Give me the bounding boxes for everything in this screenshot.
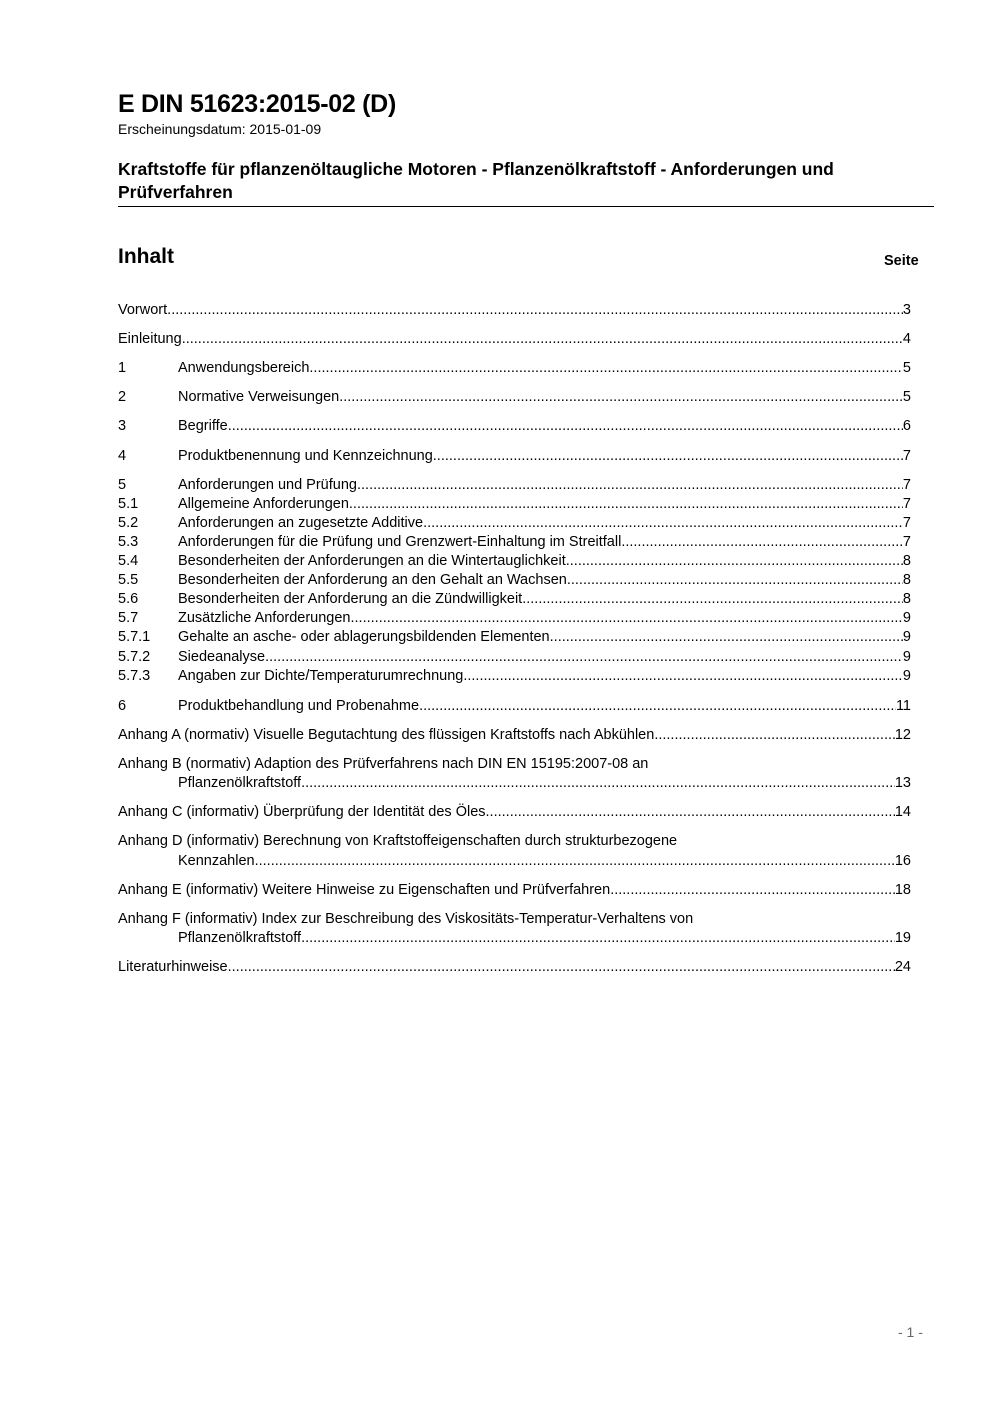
toc-entry-text: Anwendungsbereich [178, 360, 310, 376]
toc-entry-page: 6 [902, 418, 911, 434]
toc-entry-text: Besonderheiten der Anforderungen an die Wintertauglichkeit [178, 553, 566, 569]
toc-entry-text: Produktbenennung und Kennzeichnung [178, 448, 433, 464]
toc-entry-page: 7 [902, 534, 911, 550]
toc-entry-5-7-3[interactable] [118, 667, 911, 686]
toc-annex-page: 24 [894, 959, 911, 975]
toc-entry-number: 5 [118, 477, 127, 493]
toc-literature[interactable] [118, 958, 911, 977]
toc-entry-page: 9 [902, 668, 911, 684]
toc-entry-page: 7 [902, 448, 911, 464]
toc-entry-5-1[interactable] [118, 495, 911, 514]
dot-leader [182, 330, 903, 349]
toc-entry-number: 5.5 [118, 572, 139, 588]
toc-entry-text: Besonderheiten der Anforderung an den Gehalt an Wachsen [178, 572, 567, 588]
toc-entry-5-7[interactable] [118, 609, 911, 628]
dot-leader [339, 388, 903, 407]
toc-entry-page: 9 [902, 629, 911, 645]
dot-leader [463, 667, 903, 686]
toc-annex-text: Anhang E (informativ) Weitere Hinweise zu Eigenschaften und Prüfverfahren [118, 882, 611, 898]
dot-leader [309, 359, 903, 378]
document-title: Kraftstoffe für pflanzenöltaugliche Motoren - Pflanzenölkraftstoff - Anforderungen und Prüfverfahren [118, 159, 834, 202]
dot-leader [255, 852, 895, 871]
dot-leader [566, 552, 903, 571]
toc-entry-5-4[interactable] [118, 552, 911, 571]
dot-leader [228, 417, 903, 436]
toc-entry-number: 3 [118, 418, 127, 434]
toc-entry-number: 6 [118, 698, 127, 714]
toc-annex-text: Pflanzenölkraftstoff [178, 930, 302, 946]
toc-annex-page: 12 [894, 727, 911, 743]
toc-annex-page: 16 [894, 853, 911, 869]
toc-annex-e[interactable] [118, 881, 911, 900]
dot-leader [301, 929, 895, 948]
toc-entry-number: 2 [118, 389, 127, 405]
toc-annex-page: 18 [894, 882, 911, 898]
toc-entry-text: Gehalte an asche- oder ablagerungsbildenden Elementen [178, 629, 550, 645]
toc-entry-text: Besonderheiten der Anforderung an die Zündwilligkeit [178, 591, 523, 607]
dot-leader [228, 958, 895, 977]
toc-entry-text: Begriffe [178, 418, 228, 434]
toc-entry-page: 9 [902, 610, 911, 626]
dot-leader [433, 447, 903, 466]
title-divider [118, 206, 934, 207]
toc-entry-page: 7 [902, 496, 911, 512]
toc-entry-text: Angaben zur Dichte/Temperaturumrechnung [178, 668, 464, 684]
toc-entry-number: 5.3 [118, 534, 139, 550]
document-id: E DIN 51623:2015-02 (D) [118, 90, 396, 118]
dot-leader [550, 628, 903, 647]
dot-leader [301, 774, 895, 793]
dot-leader [423, 514, 903, 533]
toc-entry-number: 4 [118, 448, 127, 464]
toc-entry-page: 4 [902, 331, 911, 347]
toc-entry-text: Anforderungen an zugesetzte Additive [178, 515, 424, 531]
toc-annex-b-title[interactable]: Anhang B (normativ) Adaption des Prüfverfahrens nach DIN EN 15195:2007-08 an [118, 756, 649, 772]
toc-annex-f[interactable] [118, 929, 911, 948]
toc-entry-vorwort[interactable] [118, 301, 911, 320]
toc-annex-page: 14 [894, 804, 911, 820]
publication-date: Erscheinungsdatum: 2015-01-09 [118, 121, 322, 137]
toc-entry-page: 8 [902, 572, 911, 588]
toc-entry-text: Anforderungen und Prüfung [178, 477, 357, 493]
toc-entry-5-6[interactable] [118, 590, 911, 609]
dot-leader [419, 697, 896, 716]
dot-leader [351, 609, 903, 628]
toc-annex-text: Literaturhinweise [118, 959, 228, 975]
toc-annex-d-title[interactable]: Anhang D (informativ) Berechnung von Kraftstoffeigenschaften durch strukturbezogene [118, 833, 678, 849]
toc-page-label: Seite [884, 253, 919, 269]
toc-entry-page: 7 [902, 477, 911, 493]
toc-entry-text: Einleitung [118, 331, 182, 347]
toc-entry-number: 5.1 [118, 496, 139, 512]
toc-annex-text: Anhang C (informativ) Überprüfung der Identität des Öles [118, 804, 486, 820]
toc-entry-page: 8 [902, 553, 911, 569]
toc-annex-f-title[interactable]: Anhang F (informativ) Index zur Beschreibung des Viskositäts-Temperatur-Verhaltens von [118, 911, 694, 927]
toc-entry-5-7-1[interactable] [118, 628, 911, 647]
toc-entry-number: 5.7.1 [118, 629, 151, 645]
toc-annex-text: Pflanzenölkraftstoff [178, 775, 302, 791]
toc-entry-page: 9 [902, 649, 911, 665]
toc-entry-page: 7 [902, 515, 911, 531]
toc-entry-text: Zusätzliche Anforderungen [178, 610, 351, 626]
toc-entry-text: Vorwort [118, 302, 168, 318]
toc-entry-number: 5.7 [118, 610, 139, 626]
toc-entry-einleitung[interactable] [118, 330, 911, 349]
toc-entry-text: Normative Verweisungen [178, 389, 340, 405]
dot-leader [349, 495, 903, 514]
toc-annex-b[interactable] [118, 774, 911, 793]
dot-leader [167, 301, 903, 320]
toc-entry-page: 3 [902, 302, 911, 318]
toc-entry-page: 8 [902, 591, 911, 607]
toc-annex-text: Anhang A (normativ) Visuelle Begutachtung des flüssigen Kraftstoffs nach Abkühlen [118, 727, 655, 743]
toc-entry-number: 5.2 [118, 515, 139, 531]
toc-annex-page: 19 [894, 930, 911, 946]
dot-leader [486, 803, 895, 822]
toc-entry-number: 1 [118, 360, 127, 376]
toc-entry-2[interactable] [118, 388, 911, 407]
toc-entry-6[interactable] [118, 697, 911, 716]
toc-annex-a[interactable] [118, 726, 911, 745]
toc-entry-number: 5.6 [118, 591, 139, 607]
dot-leader [610, 881, 895, 900]
toc-entry-number: 5.7.2 [118, 649, 151, 665]
toc-entry-text: Anforderungen für die Prüfung und Grenzwert-Einhaltung im Streitfall [178, 534, 622, 550]
dot-leader [621, 533, 903, 552]
toc-annex-text: Kennzahlen [178, 853, 255, 869]
dot-leader [567, 571, 903, 590]
dot-leader [522, 590, 903, 609]
page-number: - 1 - [898, 1324, 923, 1340]
dot-leader [654, 726, 895, 745]
dot-leader [265, 648, 903, 667]
toc-entry-text: Produktbehandlung und Probenahme [178, 698, 420, 714]
toc-annex-c[interactable] [118, 803, 911, 822]
toc-entry-5-3[interactable] [118, 533, 911, 552]
toc-entry-3[interactable] [118, 417, 911, 436]
toc-entry-5[interactable] [118, 476, 911, 495]
toc-entry-text: Allgemeine Anforderungen [178, 496, 349, 512]
dot-leader [357, 476, 903, 495]
toc-heading: Inhalt [118, 245, 174, 268]
toc-entry-5-2[interactable] [118, 514, 911, 533]
toc-entry-page: 5 [902, 360, 911, 376]
toc-annex-d[interactable] [118, 852, 911, 871]
toc-entry-4[interactable] [118, 447, 911, 466]
toc-entry-text: Siedeanalyse [178, 649, 266, 665]
toc-annex-page: 13 [894, 775, 911, 791]
toc-entry-page: 11 [895, 698, 911, 714]
toc-entry-1[interactable] [118, 359, 911, 378]
toc-entry-5-5[interactable] [118, 571, 911, 590]
toc-entry-5-7-2[interactable] [118, 648, 911, 667]
toc-entry-number: 5.4 [118, 553, 139, 569]
toc-entry-number: 5.7.3 [118, 668, 151, 684]
toc-entry-page: 5 [902, 389, 911, 405]
